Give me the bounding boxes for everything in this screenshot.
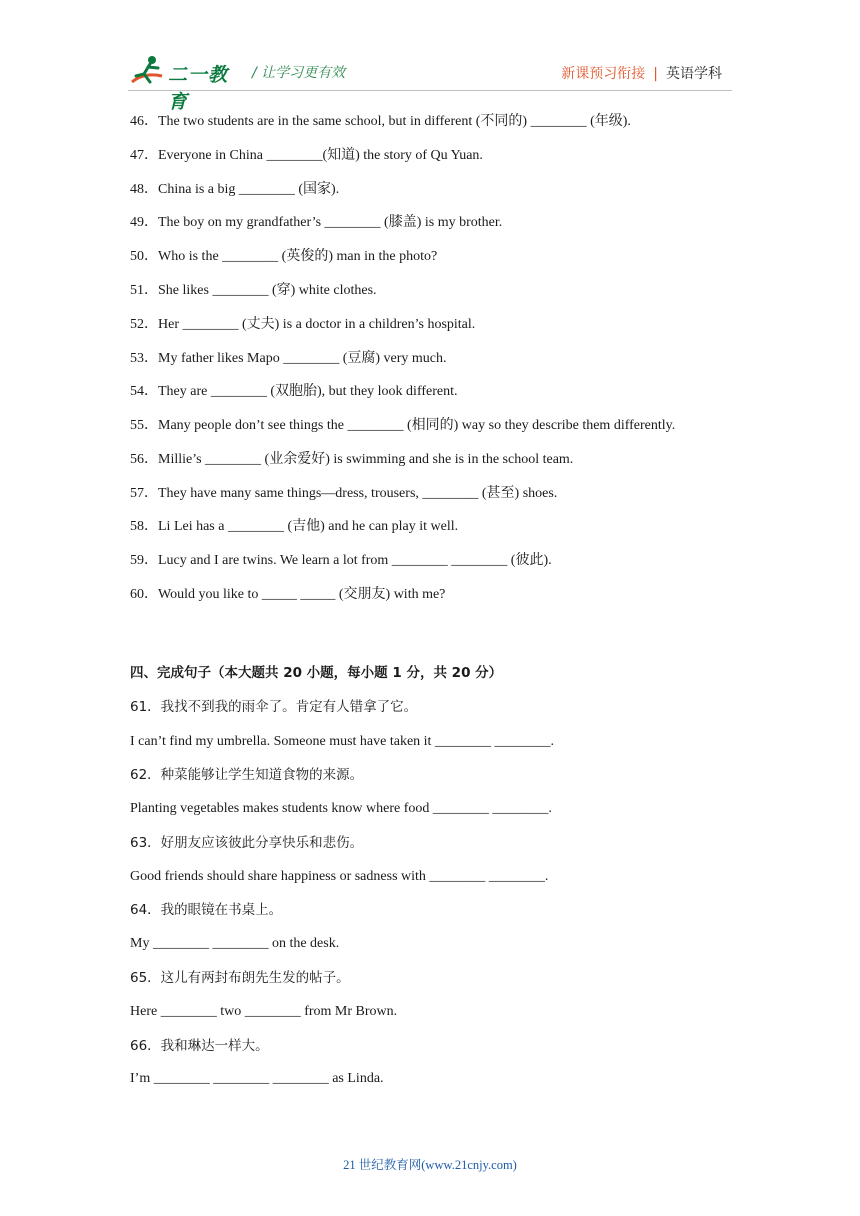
question-53: 53．My father likes Mapo ________ (豆腐) very much. [130,351,447,366]
logo-text: 二一教育 [168,64,229,113]
question-50: 50．Who is the ________ (英俊的) man in the photo? [130,249,438,264]
question-65-prompt: 65．这儿有两封布朗先生发的帖子。 [130,970,350,986]
question-58: 58．Li Lei has a ________ (吉他) and he can play it well. [130,519,459,534]
question-61-sentence: I can’t find my umbrella. Someone must have taken it ________ ________. [130,734,554,749]
header-course-info [561,63,722,83]
question-55: 55．Many people don’t see things the ________ (相同的) way so they describe them differently. [130,418,676,433]
page-footer: 21 世纪教育网(www.21cnjy.com) [343,1158,517,1172]
header-rule [128,90,732,91]
question-54: 54．They are ________ (双胞胎), but they look different. [130,384,458,399]
question-49: 49．The boy on my grandfather’s ________ (膝盖) is my brother. [130,215,503,230]
question-64-sentence: My ________ ________ on the desk. [130,936,340,951]
section-heading: 四、完成句子（本大题共 20 小题，每小题 1 分，共 20 分） [130,665,503,681]
question-51: 51．She likes ________ (穿) white clothes. [130,283,377,298]
question-47: 47．Everyone in China ________(知道) the story of Qu Yuan. [130,148,483,163]
question-60: 60．Would you like to _____ _____ (交朋友) with me? [130,587,446,602]
question-61-prompt: 61．我找不到我的雨伞了。肯定有人错拿了它。 [130,699,418,715]
subject-label: 英语学科 [666,66,722,82]
question-59: 59．Lucy and I are twins. We learn a lot from ________ ________ (彼此). [130,553,552,568]
question-48: 48．China is a big ________ (国家). [130,182,340,197]
page-header [0,0,860,113]
question-66-prompt: 66．我和琳达一样大。 [130,1038,269,1054]
question-46: 46．The two students are in the same school, but in different (不同的) ________ (年级). [130,114,631,129]
question-62-prompt: 62．种菜能够让学生知道食物的来源。 [130,767,364,783]
question-62-sentence: Planting vegetables makes students know where food ________ ________. [130,801,552,816]
question-52: 52．Her ________ (丈夫) is a doctor in a children’s hospital. [130,317,476,332]
question-63-sentence: Good friends should share happiness or sadness with ________ ________. [130,869,549,884]
slogan: / 让学习更有效 [252,65,346,81]
question-57: 57．They have many same things—dress, trousers, ________ (甚至) shoes. [130,486,558,501]
question-64-prompt: 64．我的眼镜在书桌上。 [130,902,283,918]
question-65-sentence: Here ________ two ________ from Mr Brown. [130,1004,398,1019]
course-title: 新课预习衔接 [561,66,646,82]
question-66-sentence: I’m ________ ________ ________ as Linda. [130,1071,384,1086]
header-divider: | [653,66,658,82]
question-56: 56．Millie’s ________ (业余爱好) is swimming and she is in the school team. [130,452,574,467]
logo [128,54,246,113]
question-63-prompt: 63．好朋友应该彼此分享快乐和悲伤。 [130,835,364,851]
